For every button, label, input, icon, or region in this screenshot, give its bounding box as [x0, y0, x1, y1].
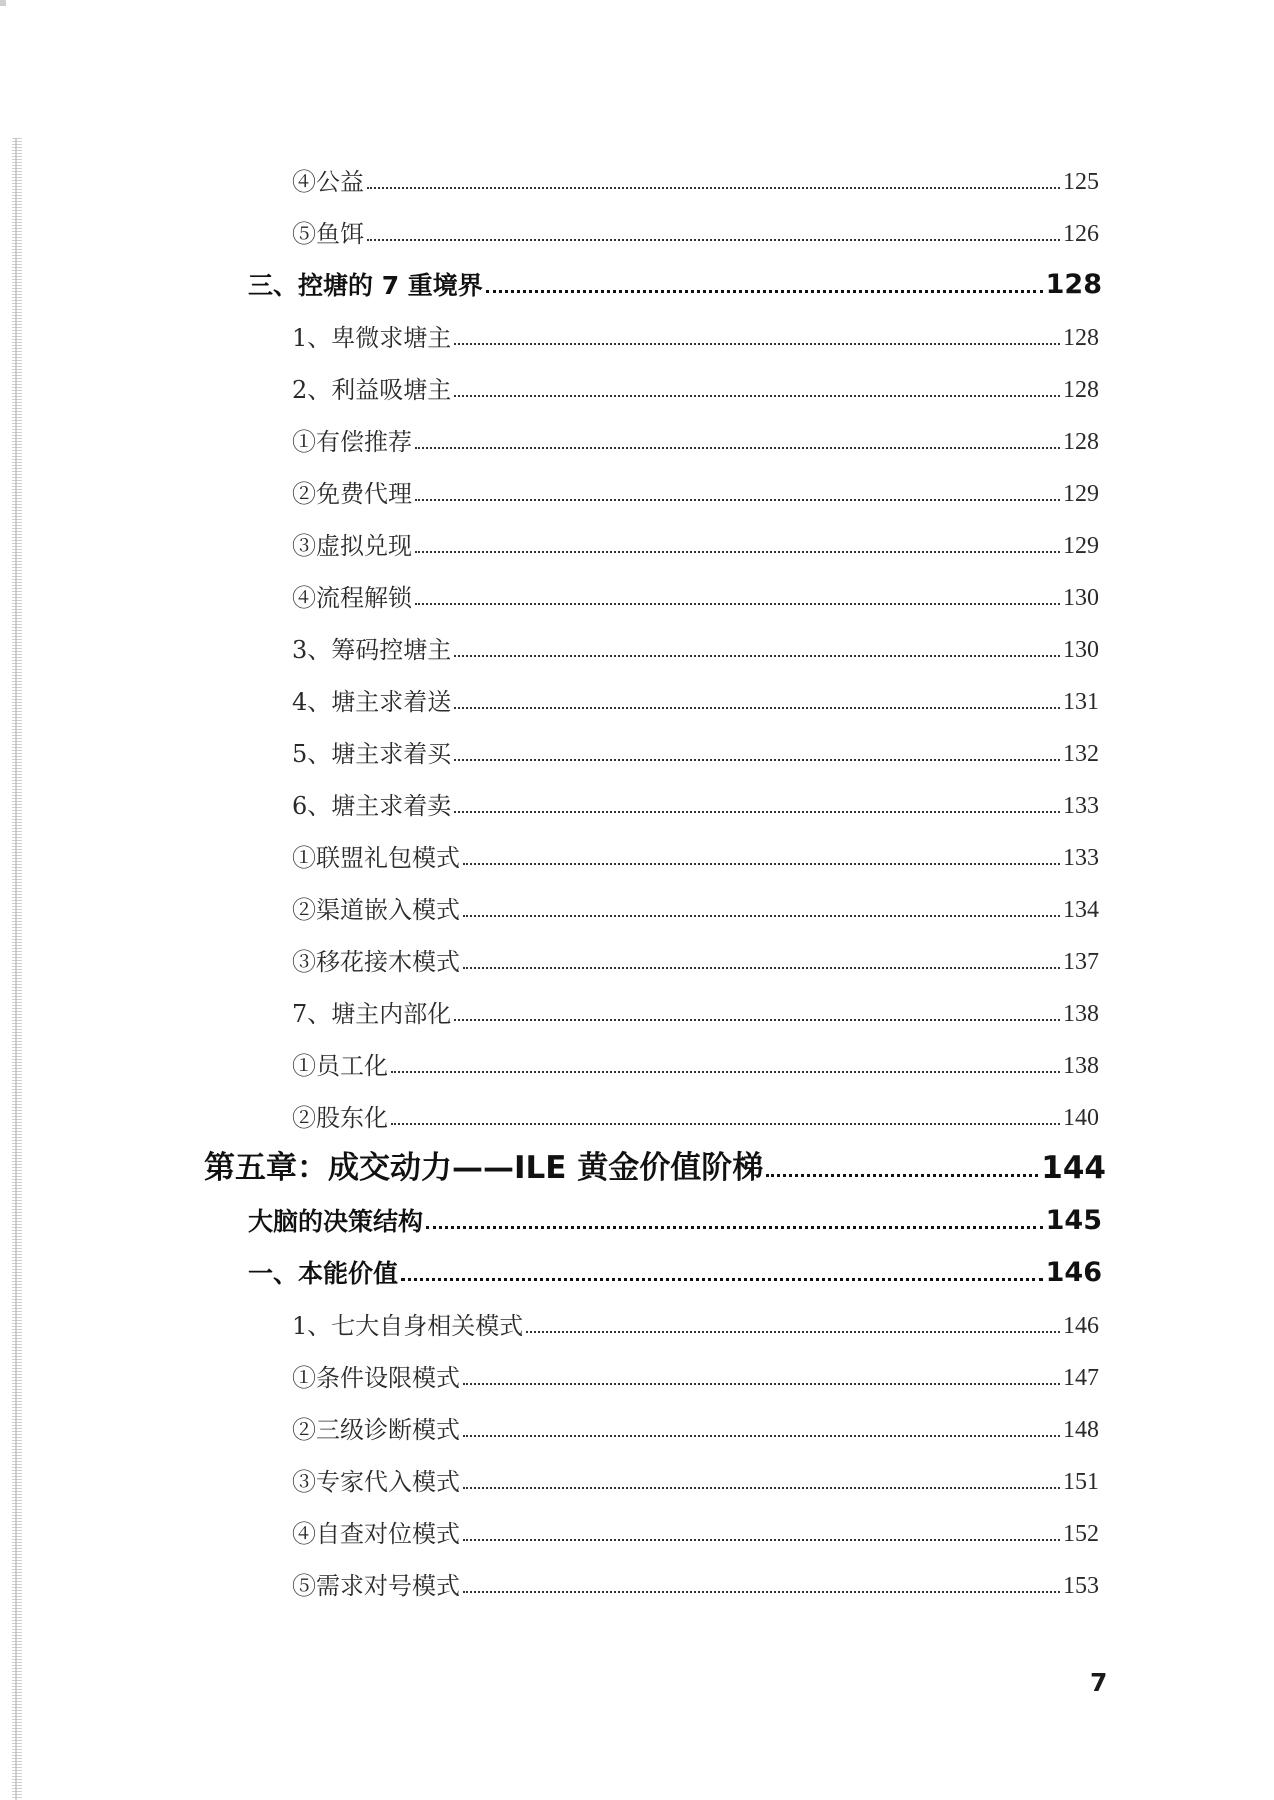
dot-leader — [454, 759, 1060, 761]
toc-entry-page: 128 — [1063, 429, 1099, 455]
toc-entry-title: ③专家代入模式 — [292, 1468, 460, 1496]
toc-entry-page: 153 — [1063, 1573, 1099, 1599]
dot-leader — [415, 551, 1060, 553]
dot-leader — [463, 967, 1060, 969]
toc-entry-page: 129 — [1063, 533, 1099, 559]
toc-entry-page: 146 — [1045, 1257, 1102, 1288]
toc-entry-page: 147 — [1063, 1365, 1099, 1391]
toc-chapter-heading — [204, 1146, 1106, 1184]
toc-entry — [292, 1464, 1099, 1494]
toc-entry — [292, 320, 1099, 350]
toc-entry-title: 7、塘主内部化 — [292, 1000, 452, 1028]
toc-entry-page: 144 — [1041, 1150, 1106, 1186]
toc-entry-title: 5、塘主求着买 — [292, 740, 452, 768]
toc-entry-title: ④自查对位模式 — [292, 1520, 460, 1548]
toc-entry-page: 133 — [1063, 845, 1099, 871]
toc-entry-page: 148 — [1063, 1417, 1099, 1443]
dot-leader — [463, 1539, 1060, 1541]
toc-entry — [292, 1516, 1099, 1546]
dot-leader — [454, 655, 1060, 657]
dot-leader — [526, 1331, 1060, 1333]
dot-leader — [486, 290, 1043, 293]
toc-entry-title: 3、筹码控塘主 — [292, 636, 452, 664]
toc-entry-title: 第五章：成交动力——ILE 黄金价值阶梯 — [204, 1150, 764, 1186]
dot-leader — [415, 447, 1060, 449]
dot-leader — [426, 1226, 1043, 1229]
toc-entry — [292, 892, 1099, 922]
dot-leader — [415, 603, 1060, 605]
toc-entry-title: ⑤需求对号模式 — [292, 1572, 460, 1600]
toc-entry-page: 131 — [1063, 689, 1099, 715]
toc-entry-page: 130 — [1063, 585, 1099, 611]
toc-section-heading — [248, 266, 1102, 298]
toc-entry-title: ②渠道嵌入模式 — [292, 896, 460, 924]
toc-entry-title: ②股东化 — [292, 1104, 388, 1132]
toc-entry-page: 128 — [1063, 377, 1099, 403]
toc-entry-title: ①条件设限模式 — [292, 1364, 460, 1392]
toc-entry — [292, 996, 1099, 1026]
toc-entry-title: 1、七大自身相关模式 — [292, 1312, 524, 1340]
toc-entry-page: 145 — [1045, 1205, 1102, 1236]
toc-entry-title: 一、本能价值 — [248, 1259, 399, 1288]
dot-leader — [367, 187, 1060, 189]
toc-entry-page: 132 — [1063, 741, 1099, 767]
toc-entry — [292, 684, 1099, 714]
toc-entry-title: 2、利益吸塘主 — [292, 376, 452, 404]
dot-leader — [367, 239, 1060, 241]
toc-entry-page: 138 — [1063, 1001, 1099, 1027]
toc-entry — [292, 944, 1099, 974]
dot-leader — [463, 1487, 1060, 1489]
toc-entry-title: ③移花接木模式 — [292, 948, 460, 976]
toc-entry-page: 146 — [1063, 1313, 1099, 1339]
toc-section-heading — [248, 1202, 1102, 1234]
toc-entry-title: 6、塘主求着卖 — [292, 792, 452, 820]
toc-entry-title: ④公益 — [292, 168, 364, 196]
toc-entry-title: ①联盟礼包模式 — [292, 844, 460, 872]
toc-entry — [292, 424, 1099, 454]
dot-leader — [454, 343, 1060, 345]
dot-leader — [454, 811, 1060, 813]
dot-leader — [454, 395, 1060, 397]
toc-entry-page: 128 — [1063, 325, 1099, 351]
dot-leader — [391, 1071, 1060, 1073]
toc-entry-page: 140 — [1063, 1105, 1099, 1131]
toc-entry-title: ④流程解锁 — [292, 584, 412, 612]
toc-entry-page: 151 — [1063, 1469, 1099, 1495]
toc-entry-page: 130 — [1063, 637, 1099, 663]
dot-leader — [463, 1591, 1060, 1593]
toc-section-heading — [248, 1254, 1102, 1286]
dot-leader — [454, 1019, 1060, 1021]
toc-entry — [292, 1048, 1099, 1078]
toc-entry-page: 129 — [1063, 481, 1099, 507]
dot-leader — [415, 499, 1060, 501]
toc-entry-title: ⑤鱼饵 — [292, 220, 364, 248]
toc-entry — [292, 1308, 1099, 1338]
toc-entry-page: 133 — [1063, 793, 1099, 819]
toc-entry — [292, 1568, 1099, 1598]
toc-entry-page: 125 — [1063, 169, 1099, 195]
toc-entry — [292, 164, 1099, 194]
dot-leader — [391, 1123, 1060, 1125]
toc-entry — [292, 372, 1099, 402]
dot-leader — [463, 915, 1060, 917]
toc-entry — [292, 476, 1099, 506]
dot-leader — [766, 1174, 1038, 1177]
toc-entry — [292, 216, 1099, 246]
dot-leader — [454, 707, 1060, 709]
toc-entry-page: 134 — [1063, 897, 1099, 923]
toc-entry-page: 126 — [1063, 221, 1099, 247]
toc-entry-title: ②三级诊断模式 — [292, 1416, 460, 1444]
toc-entry-title: ②免费代理 — [292, 480, 412, 508]
toc-entry-page: 138 — [1063, 1053, 1099, 1079]
toc-entry — [292, 788, 1099, 818]
toc-entry-page: 128 — [1045, 269, 1102, 300]
toc-entry-title: 1、卑微求塘主 — [292, 324, 452, 352]
toc-entry — [292, 1412, 1099, 1442]
toc-entry-title: ①有偿推荐 — [292, 428, 412, 456]
toc-entry-page: 152 — [1063, 1521, 1099, 1547]
toc-entry — [292, 736, 1099, 766]
toc-entry-title: ③虚拟兑现 — [292, 532, 412, 560]
toc-entry-title: 三、控塘的 7 重境界 — [248, 271, 483, 300]
toc-entry — [292, 1360, 1099, 1390]
toc-entry-title: 4、塘主求着送 — [292, 688, 452, 716]
dot-leader — [401, 1278, 1043, 1281]
toc-entry — [292, 632, 1099, 662]
page-number: 7 — [1090, 1668, 1108, 1697]
toc-entry — [292, 840, 1099, 870]
toc-entry-title: ①员工化 — [292, 1052, 388, 1080]
toc-entry — [292, 528, 1099, 558]
toc-entry — [292, 1100, 1099, 1130]
toc-entry — [292, 580, 1099, 610]
dot-leader — [463, 863, 1060, 865]
toc-entry-title: 大脑的决策结构 — [248, 1207, 424, 1236]
dot-leader — [463, 1383, 1060, 1385]
toc-entry-page: 137 — [1063, 949, 1099, 975]
dot-leader — [463, 1435, 1060, 1437]
